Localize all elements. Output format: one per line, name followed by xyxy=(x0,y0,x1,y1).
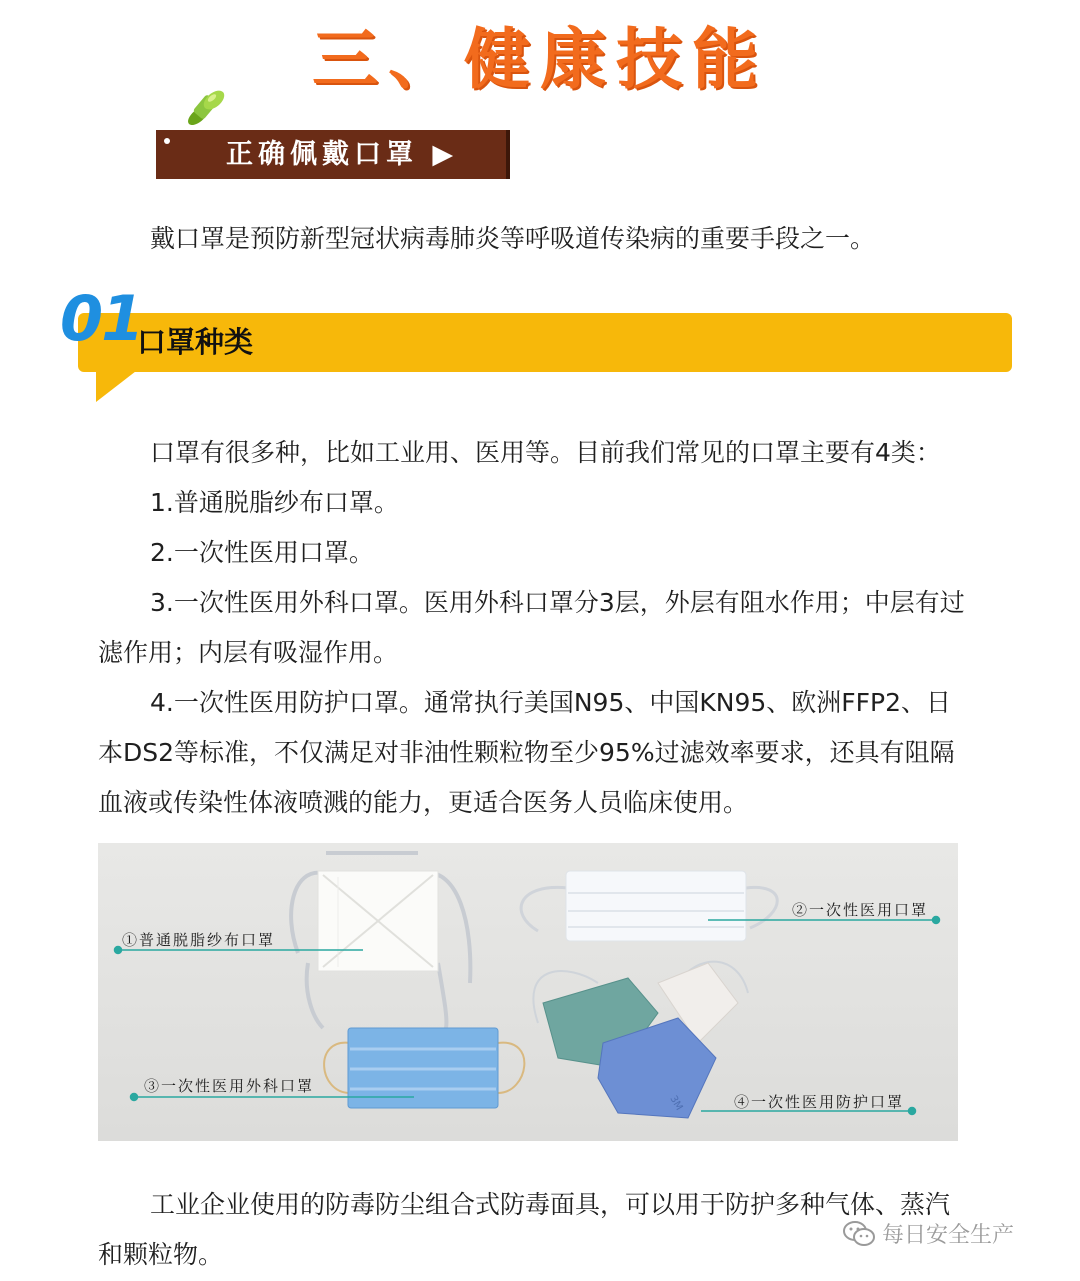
watermark-text: 每日安全生产 xyxy=(882,1223,1015,1248)
section-title: 口罩种类 xyxy=(137,325,254,359)
banner-tail xyxy=(96,368,140,402)
respirator-mask-image xyxy=(533,962,748,1118)
label-respirator-mask: ④一次性医用防护口罩 xyxy=(734,1093,905,1111)
label-gauze-mask: ①普通脱脂纱布口罩 xyxy=(122,931,276,949)
paragraph-3: 2.一次性医用口罩。 xyxy=(150,538,374,567)
wechat-icon xyxy=(842,1220,876,1248)
disposable-mask-image xyxy=(521,871,777,941)
watermark xyxy=(842,1218,1014,1249)
section-tag: 正确佩戴口罩 ▶ xyxy=(156,130,510,179)
paragraph-4: 3.一次性医用外科口罩。医用外科口罩分3层，外层有阻水作用；中层有过滤作用；内层有吸湿作用。 xyxy=(98,588,965,667)
label-disposable-mask: ②一次性医用口罩 xyxy=(792,901,929,919)
paragraph-5: 4.一次性医用防护口罩。通常执行美国N95、中国KN95、欧洲FFP2、日本DS2等标准，不仅满足对非油性颗粒物至少95%过滤效率要求，还具有阻隔血液或传染性体液喷溅的能力，更适合医务人员临床使用。 xyxy=(98,688,955,817)
body-text xyxy=(98,428,968,828)
tag-dot xyxy=(164,138,170,144)
intro-text: 戴口罩是预防新型冠状病毒肺炎等呼吸道传染病的重要手段之一。 xyxy=(150,224,876,253)
paragraph-2: 1.普通脱脂纱布口罩。 xyxy=(150,488,399,517)
mask-photo xyxy=(98,843,958,1141)
surgical-mask-image xyxy=(324,1028,524,1108)
section-number: 01 xyxy=(60,282,143,355)
tail-text: 工业企业使用的防毒防尘组合式防毒面具，可以用于防护多种气体、蒸汽和颗粒物。 xyxy=(98,1190,951,1269)
paragraph-1: 口罩有很多种，比如工业用、医用等。目前我们常见的口罩主要有4类： xyxy=(150,438,941,467)
page-title: 三、健康技能 xyxy=(312,21,768,98)
gauze-mask-image xyxy=(291,853,470,1028)
respirator-print: 3M xyxy=(667,1094,685,1113)
label-surgical-mask: ③一次性医用外科口罩 xyxy=(144,1077,315,1095)
